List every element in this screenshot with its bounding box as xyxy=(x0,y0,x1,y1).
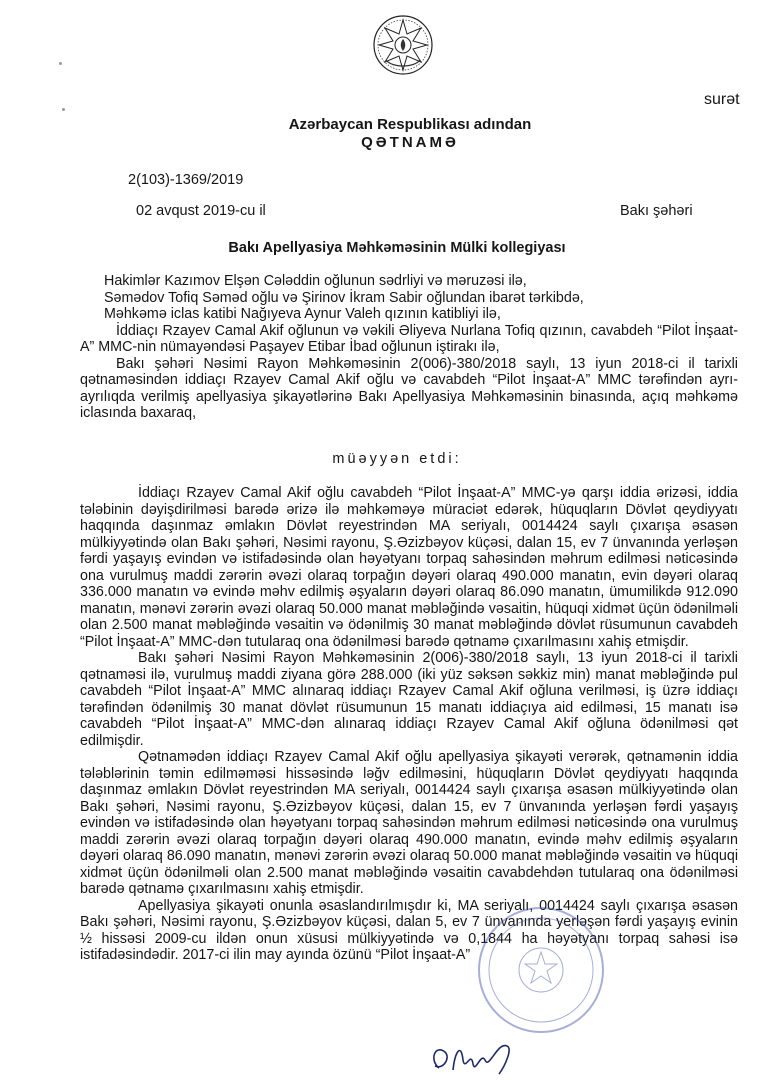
case-number: 2(103)-1369/2019 xyxy=(128,172,244,188)
intro-line: Bakı şəhəri Nəsimi Rayon Məhkəməsinin 2(006)-380/2018 saylı, 13 iyun 2018-ci il tarixli qətnaməsindən iddiaçı Rzayev Camal Akif oğlu və cavabdeh “Pilot İnşaat-A” MMC tərəfindən ayrı-ayrılıqda verilmiş apellyasiya şikayətlərinə Bakı Apellyasiya Məhkəməsinin binasında, açıq məhkəmə iclasında baxaraq, xyxy=(80,355,738,421)
intro-line: Səmədov Tofiq Səməd oğlu və Şirinov İkram Sabir oğlundan ibarət tərkibdə, xyxy=(104,289,584,306)
paragraph: Qətnamədən iddiaçı Rzayev Camal Akif oğlu apellyasiya şikayəti verərək, qətnamənin iddia tələblərinin təmin edilməməsi hissəsində ləğv edilməsini, hüquqların Dövlət qeydiyyatı haqqında daşınmaz əmlakın Dövlət reyestrindən MA seriyalı, 0014424 saylı çıxarışa əsasən mülkiyyətində olan Bakı şəhəri, Nəsimi rayonu, Ş.Əzizbəyov küçəsi, dalan 15, ev 7 ünvanında yerləşən fərdi yaşayış evindən və istifadəsində olan həyətyanı torpaq sahəsindən məhrum edilməsi nəticəsində ona vurulmuş maddi zərərin əvəzi olaraq torpağın dəyəri olaraq 490.000 manatın, evində məhv edilmiş əşyaların dəyəri olaraq 86.090 manatın, mənəvi zərərin əvəzi olaraq 50.000 manat məbləğində vəsaitin və hüquqi xidmət üçün ödənilməli olan 2.500 manat məbləğində vəsaitin cavabdehdən tutularaq ona ödənilməsi barədə qətnamə çıxarılmasını xahiş etmişdir. xyxy=(80,749,738,897)
paragraph: Apellyasiya şikayəti onunla əsaslandırılmışdır ki, MA seriyalı, 0014424 saylı çıxarışa əsasən Bakı şəhəri, Nəsimi rayonu, Ş.Əzizbəyov küçəsi, dalan 5, ev 7 ünvanında yerləşən fərdi yaşayış evinin ½ hissəsi 2009-cu ildən onun xüsusi mülkiyyətində və 0,1844 ha həyətyanı torpaq sahəsi isə istifadəsindədir. 2017-ci ilin may ayında özünü “Pilot İnşaat-A” xyxy=(80,897,738,963)
scan-speck xyxy=(62,108,65,111)
intro-line: İddiaçı Rzayev Camal Akif oğlunun və vəkili Əliyeva Nurlana Tofiq qızının, cavabdeh “Pilot İnşaat-A” MMC-nin nümayəndəsi Paşayev Etibar İbad oğlunun iştirakı ilə, xyxy=(80,322,738,355)
copy-mark: surət xyxy=(704,91,740,108)
paragraph: İddiaçı Rzayev Camal Akif oğlu cavabdeh “Pilot İnşaat-A” MMC-yə qarşı iddia ərizəsi, iddia tələbinin dəyişdirilməsi barədə ərizə ilə məhkəməyə müraciət edərək, hüquqların Dövlət qeydiyyatı haqqında daşınmaz əmlakın Dövlət reyestrindən MA seriyalı, 0014424 saylı çıxarışa əsasən mülkiyyətində olan Bakı şəhəri, Nəsimi rayonu, Ş.Əzizbəyov küçəsi, dalan 15, ev 7 ünvanında yerləşən fərdi yaşayış evindən və istifadəsində olan həyətyanı torpaq sahəsindən məhrum edilməsi nəticəsində ona vurulmuş maddi zərərin əvəzi olaraq torpağın dəyəri olaraq 490.000 manatın, evin dəyəri olaraq 336.000 manatın və evində məhv edilmiş əşyaların dəyəri olaraq 86.090 manatın, ümumilikdə 912.090 manatın, mənəvi zərərin əvəzi olaraq 50.000 manat məbləğində vəsaitin, hüquqi xidmət üçün ödənilməli olan 2.500 manat məbləğində vəsaitin və ödənilmiş 30 manat məbləğində dövlət rüsumunun cavabdeh “Pilot İnşaat-A” MMC-dən tutularaq ona ödənilməsi barədə qətnamə çıxarılmasını xahiş etmişdir. xyxy=(80,485,738,650)
decree-heading: müəyyən etdi: xyxy=(332,451,462,467)
document-type: QƏTNAMƏ xyxy=(361,134,459,151)
intro-line: Məhkəmə iclas katibi Nağıyeva Aynur Valeh qızının katibliyi ilə, xyxy=(104,306,501,322)
scan-speck xyxy=(59,62,62,65)
signature-icon xyxy=(425,1030,545,1080)
intro-section xyxy=(80,273,738,422)
court-name: Bakı Apellyasiya Məhkəməsinin Mülki kollegiyası xyxy=(228,240,566,256)
paragraph: Bakı şəhəri Nəsimi Rayon Məhkəməsinin 2(006)-380/2018 saylı, 13 iyun 2018-ci il tarixli qətnaməsi ilə, vurulmuş maddi ziyana görə 288.000 (iki yüz səksən səkkiz min) manat məbləğində pul cavabdeh “Pilot İnşaat-A” MMC alınaraq iddiaçı Rzayev Camal Akif oğluna verilməsi, iş üzrə iddiaçı tərəfindən ödənilmiş 30 manat dövlət rüsumunun 15 manatı iddiaçıya aid edilməsi, 15 manatı isə cavabdeh “Pilot İnşaat-A” MMC-dən alınaraq iddiaçı Rzayev Camal Akif oğluna ödənilməsi qət edilmişdir. xyxy=(80,650,738,749)
court-stamp-icon xyxy=(476,905,606,1035)
document-city: Bakı şəhəri xyxy=(620,203,693,219)
document-date: 02 avqust 2019-cu il xyxy=(136,203,266,219)
body-section xyxy=(80,485,738,964)
state-emblem-icon xyxy=(372,14,434,76)
document-title: Azərbaycan Respublikası adından xyxy=(288,116,532,133)
intro-line: Hakimlər Kazımov Elşən Cələddin oğlunun sədrliyi və məruzəsi ilə, xyxy=(104,273,527,289)
